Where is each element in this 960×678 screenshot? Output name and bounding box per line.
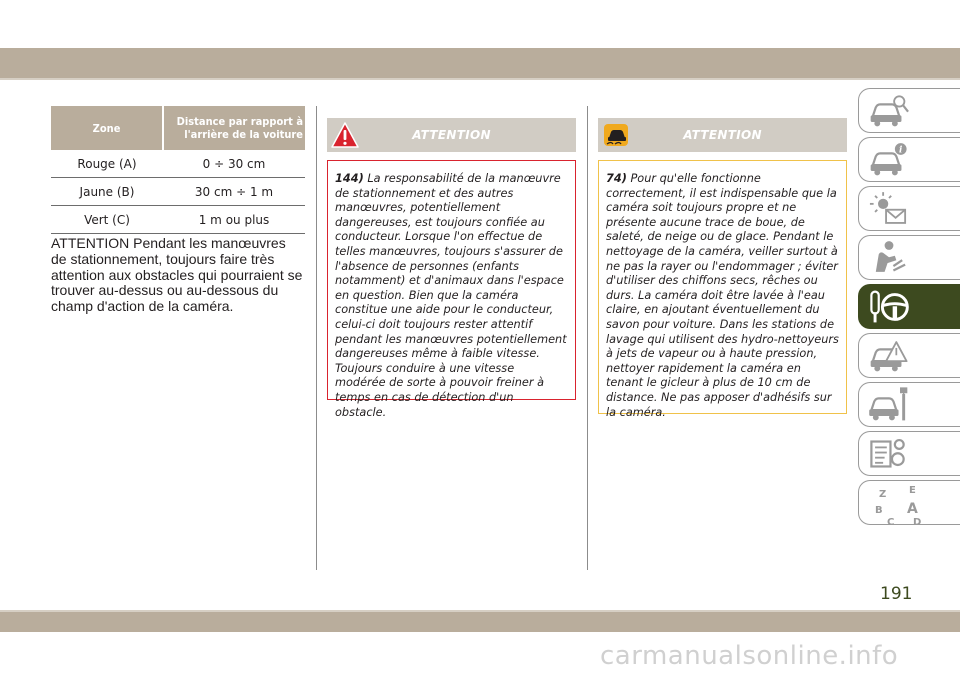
tab-index[interactable] — [858, 480, 960, 528]
svg-text:i: i — [899, 145, 903, 156]
watermark: carmanualsonline.info — [600, 641, 899, 671]
index-icon — [865, 483, 922, 528]
tab-warning-lights[interactable] — [858, 186, 960, 231]
distance-table — [51, 106, 305, 234]
table-row — [51, 178, 305, 206]
table-row — [51, 150, 305, 178]
page-number: 191 — [880, 584, 913, 604]
tab-maintenance[interactable] — [858, 382, 960, 427]
index-letter: C — [887, 517, 895, 528]
car-emergency-icon — [867, 336, 911, 376]
warning-title: ATTENTION — [412, 128, 491, 142]
tab-technical-data[interactable] — [858, 431, 960, 476]
cell-zone: Rouge (A) — [77, 156, 137, 171]
warning-text: Pour qu'elle fonctionne correctement, il est indispensable que la caméra soit toujours propre et ne présente aucune trace de boue, de saleté, de neige ou de glace. Pendant le nettoyage de la caméra, veiller surtout à ne pas la rayer ou l'endommager ; éviter d'utiliser des chiffons secs, rêches ou durs. La caméra doit être lavée à l'eau claire, en ajoutant éventuellement du savon pour voiture. Dans les stations de lavage qui utilisent des hydro-nettoyeurs à jets de vapeur ou à haute pression, nettoyer rapidement la caméra en tenant le gicleur à plus de 10 cm de distance. Ne pas apposer d'adhésifs sur la caméra. — [606, 172, 839, 419]
car-maintenance-icon — [867, 385, 911, 425]
warning-header-red — [327, 118, 576, 152]
warning-box-red — [327, 160, 576, 419]
key-steering-wheel-icon — [867, 287, 911, 327]
warning-title: ATTENTION — [683, 128, 762, 142]
table-row — [51, 206, 305, 234]
cell-zone: Vert (C) — [84, 212, 130, 227]
top-band — [0, 48, 960, 78]
index-letter: Z — [879, 489, 887, 500]
tab-car-search[interactable] — [858, 88, 960, 133]
index-letter: D — [913, 517, 922, 528]
warning-light-message-icon — [867, 189, 911, 229]
index-letter: A — [907, 501, 918, 517]
cell-distance: 0 ÷ 30 cm — [202, 156, 266, 171]
column-divider — [587, 106, 588, 570]
bottom-band — [0, 612, 960, 632]
seat-airbag-icon — [867, 238, 911, 278]
car-info-icon — [867, 140, 911, 180]
warning-text: La responsabilité de la manœuvre de stationnement et des autres manœuvres, potentiellement dangereuses, est toujours confiée au conducteur. Lorsque l'on effectue de telles manœuvres, toujours s'assurer de l'absence de personnes (enfants notamment) et d'animaux dans l'espace en question. Bien que la caméra constitue une aide pour le conducteur, celui-ci doit toujours rester attentif pendant les manœuvres potentiellement dangereuses même à faible vitesse. Toujours conduire à une vitesse modérée de sorte à pouvoir freiner à temps en cas de détection d'un obstacle. — [335, 172, 567, 419]
index-letter: E — [909, 485, 916, 496]
tab-emergency[interactable] — [858, 333, 960, 378]
cell-distance: 1 m ou plus — [198, 212, 270, 227]
header-zone: Zone — [51, 106, 162, 150]
table-header — [51, 106, 305, 150]
tab-starting-driving[interactable] — [858, 284, 960, 329]
column-divider — [316, 106, 317, 570]
header-distance: Distance par rapport à l'arrière de la voiture — [164, 106, 305, 150]
warning-box-yellow — [598, 160, 847, 419]
attention-paragraph: ATTENTION Pendant les manœuvres de stationnement, toujours faire très attention aux obstacles qui pourraient se trouver au-dessus ou au-dessous du champ d'action de la caméra. — [51, 235, 303, 315]
technical-data-icon — [867, 434, 911, 474]
top-band-line — [0, 78, 960, 80]
note-number: 144) — [335, 172, 364, 185]
cell-distance: 30 cm ÷ 1 m — [194, 184, 274, 199]
tab-car-info[interactable] — [858, 137, 960, 182]
index-letter: B — [875, 505, 883, 516]
tab-safety[interactable] — [858, 235, 960, 280]
car-search-icon — [867, 91, 911, 131]
cell-zone: Jaune (B) — [79, 184, 135, 199]
warning-header-yellow — [598, 118, 847, 152]
note-number: 74) — [606, 172, 627, 185]
